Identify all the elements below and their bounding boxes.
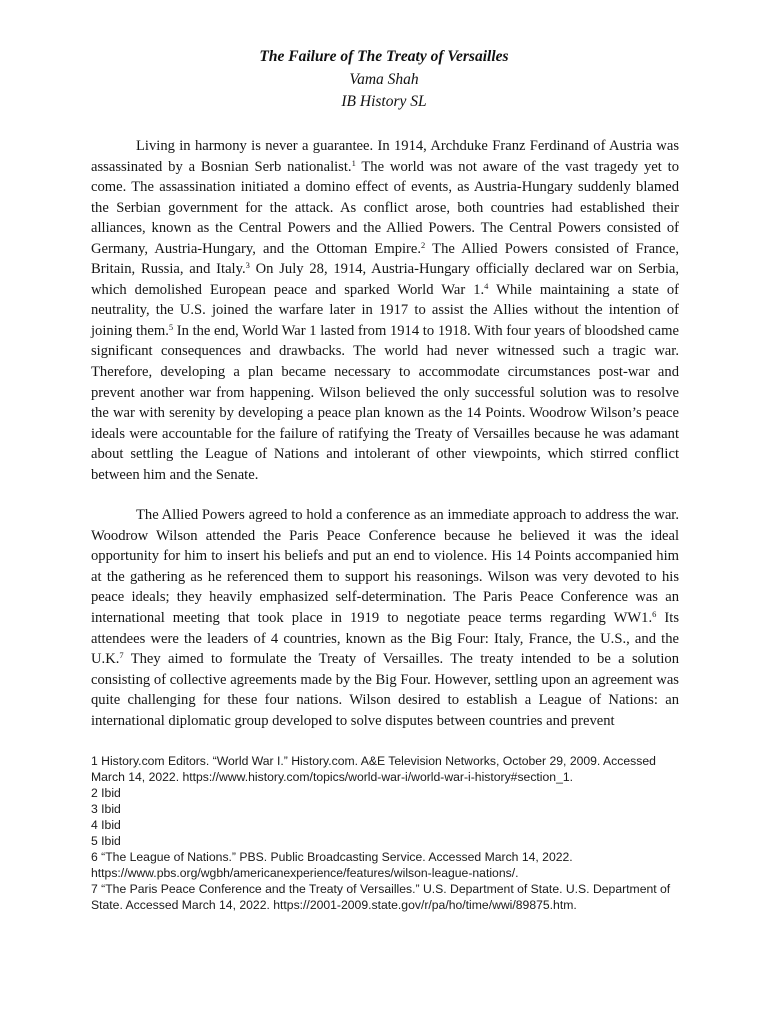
footnote-ref-7[interactable]: 7 (119, 650, 124, 661)
paragraph-text: Living in harmony is never a guarantee. In 1914, Archduke Franz Ferdinand of Austria was assassinated by a Bosnian Serb nationalist. (91, 138, 679, 175)
footnote-4: 4 Ibid (91, 818, 121, 832)
footnotes-section (91, 753, 679, 913)
footnote-7: 7 “The Paris Peace Conference and the Treaty of Versailles.” U.S. Department of State. U.S. Department of State. Accessed March 14, 2022. https://2001-2009.state.gov/r/pa/ho/time/wwi/89875.htm. (91, 882, 671, 912)
footnote-1: 1 History.com Editors. “World War I.” History.com. A&E Television Networks, October 29, 2009. Accessed March 14, 2022. https://www.history.com/topics/world-war-i/world-war-i-history#section_1. (91, 754, 656, 784)
paragraph-text: On July 28, 1914, Austria-Hungary officially declared war on Serbia, which demolished European peace and sparked World War 1. (91, 261, 679, 298)
paragraph-text: The world was not aware of the vast tragedy yet to come. The assassination initiated a domino effect of events, as Austria-Hungary suddenly blamed the Serbian government for the attack. As conflict arose, both countries had established their alliances, known as the Central Powers and the Allied Powers. The Central Powers consisted of Germany, Austria-Hungary, and the Ottoman Empire. (91, 158, 679, 257)
footnote-ref-5[interactable]: 5 (168, 321, 174, 332)
paragraph-text: The Allied Powers consisted of France, Britain, Russia, and Italy. (91, 240, 680, 278)
document-author: Vama Shah (349, 70, 419, 88)
paragraph-text: In the end, World War 1 lasted from 1914 to 1918. With four years of bloodshed came significant consequences and drawbacks. The world had never witnessed such a tragic war. Therefore, developing a plan became necessary to accommodate circumstances post-war and prevent another war from happening. Wilson believed the only successful solution was to resolve the war with serenity by developing a peace plan known as the 14 Points. Woodrow Wilson’s peace ideals were accountable for the failure of ratifying the Treaty of Versailles because he was adamant about settling the League of Nations and intolerant of other viewpoints, which stirred conflict between him and the Senate. (91, 322, 679, 483)
footnote-ref-1[interactable]: 1 (351, 157, 356, 168)
footnote-ref-6[interactable]: 6 (652, 609, 657, 620)
paragraph-text: While maintaining a state of neutrality, the U.S. joined the warfare later in 1917 to assist the Allies without the intention of joining them. (91, 281, 680, 339)
document-title: The Failure of The Treaty of Versailles (259, 48, 509, 65)
body-paragraph-2 (91, 505, 679, 731)
footnote-3: 3 Ibid (91, 802, 121, 816)
paragraph-text: The Allied Powers agreed to hold a conference as an immediate approach to address the war. Woodrow Wilson attended the Paris Peace Conference because he believed it was the ideal opportunity for him to insert his beliefs and put an end to violence. His 14 Points accompanied him at the gathering as he referenced them to support his reasonings. Wilson was very devoted to his peace ideals; they heavily emphasized self-determination. The Paris Peace Conference was an international meeting that took place in 1919 to negotiate peace terms regarding WW1. (91, 507, 679, 627)
footnote-5: 5 Ibid (91, 834, 121, 848)
document-body (91, 136, 679, 751)
footnote-6: 6 “The League of Nations.” PBS. Public Broadcasting Service. Accessed March 14, 2022. https://www.pbs.org/wgbh/americanexperience/features/wilson-league-nations/. (91, 850, 573, 880)
paragraph-text: They aimed to formulate the Treaty of Versailles. The treaty intended to be a solution consisting of collective agreements made by the Big Four. However, settling upon an agreement was quite challenging for these four nations. Wilson desired to establish a League of Nations: an international diplomatic group developed to solve disputes between countries and prevent (91, 651, 679, 729)
document-header (0, 46, 768, 114)
footnote-ref-2[interactable]: 2 (421, 239, 426, 250)
document-course: IB History SL (341, 93, 427, 110)
body-paragraph-1 (91, 136, 679, 485)
footnote-ref-3[interactable]: 3 (245, 260, 250, 271)
footnote-ref-4[interactable]: 4 (484, 280, 489, 291)
footnote-2: 2 Ibid (91, 786, 121, 800)
paragraph-text: Its attendees were the leaders of 4 countries, known as the Big Four: Italy, France, the U.S., and the U.K. (91, 610, 680, 668)
